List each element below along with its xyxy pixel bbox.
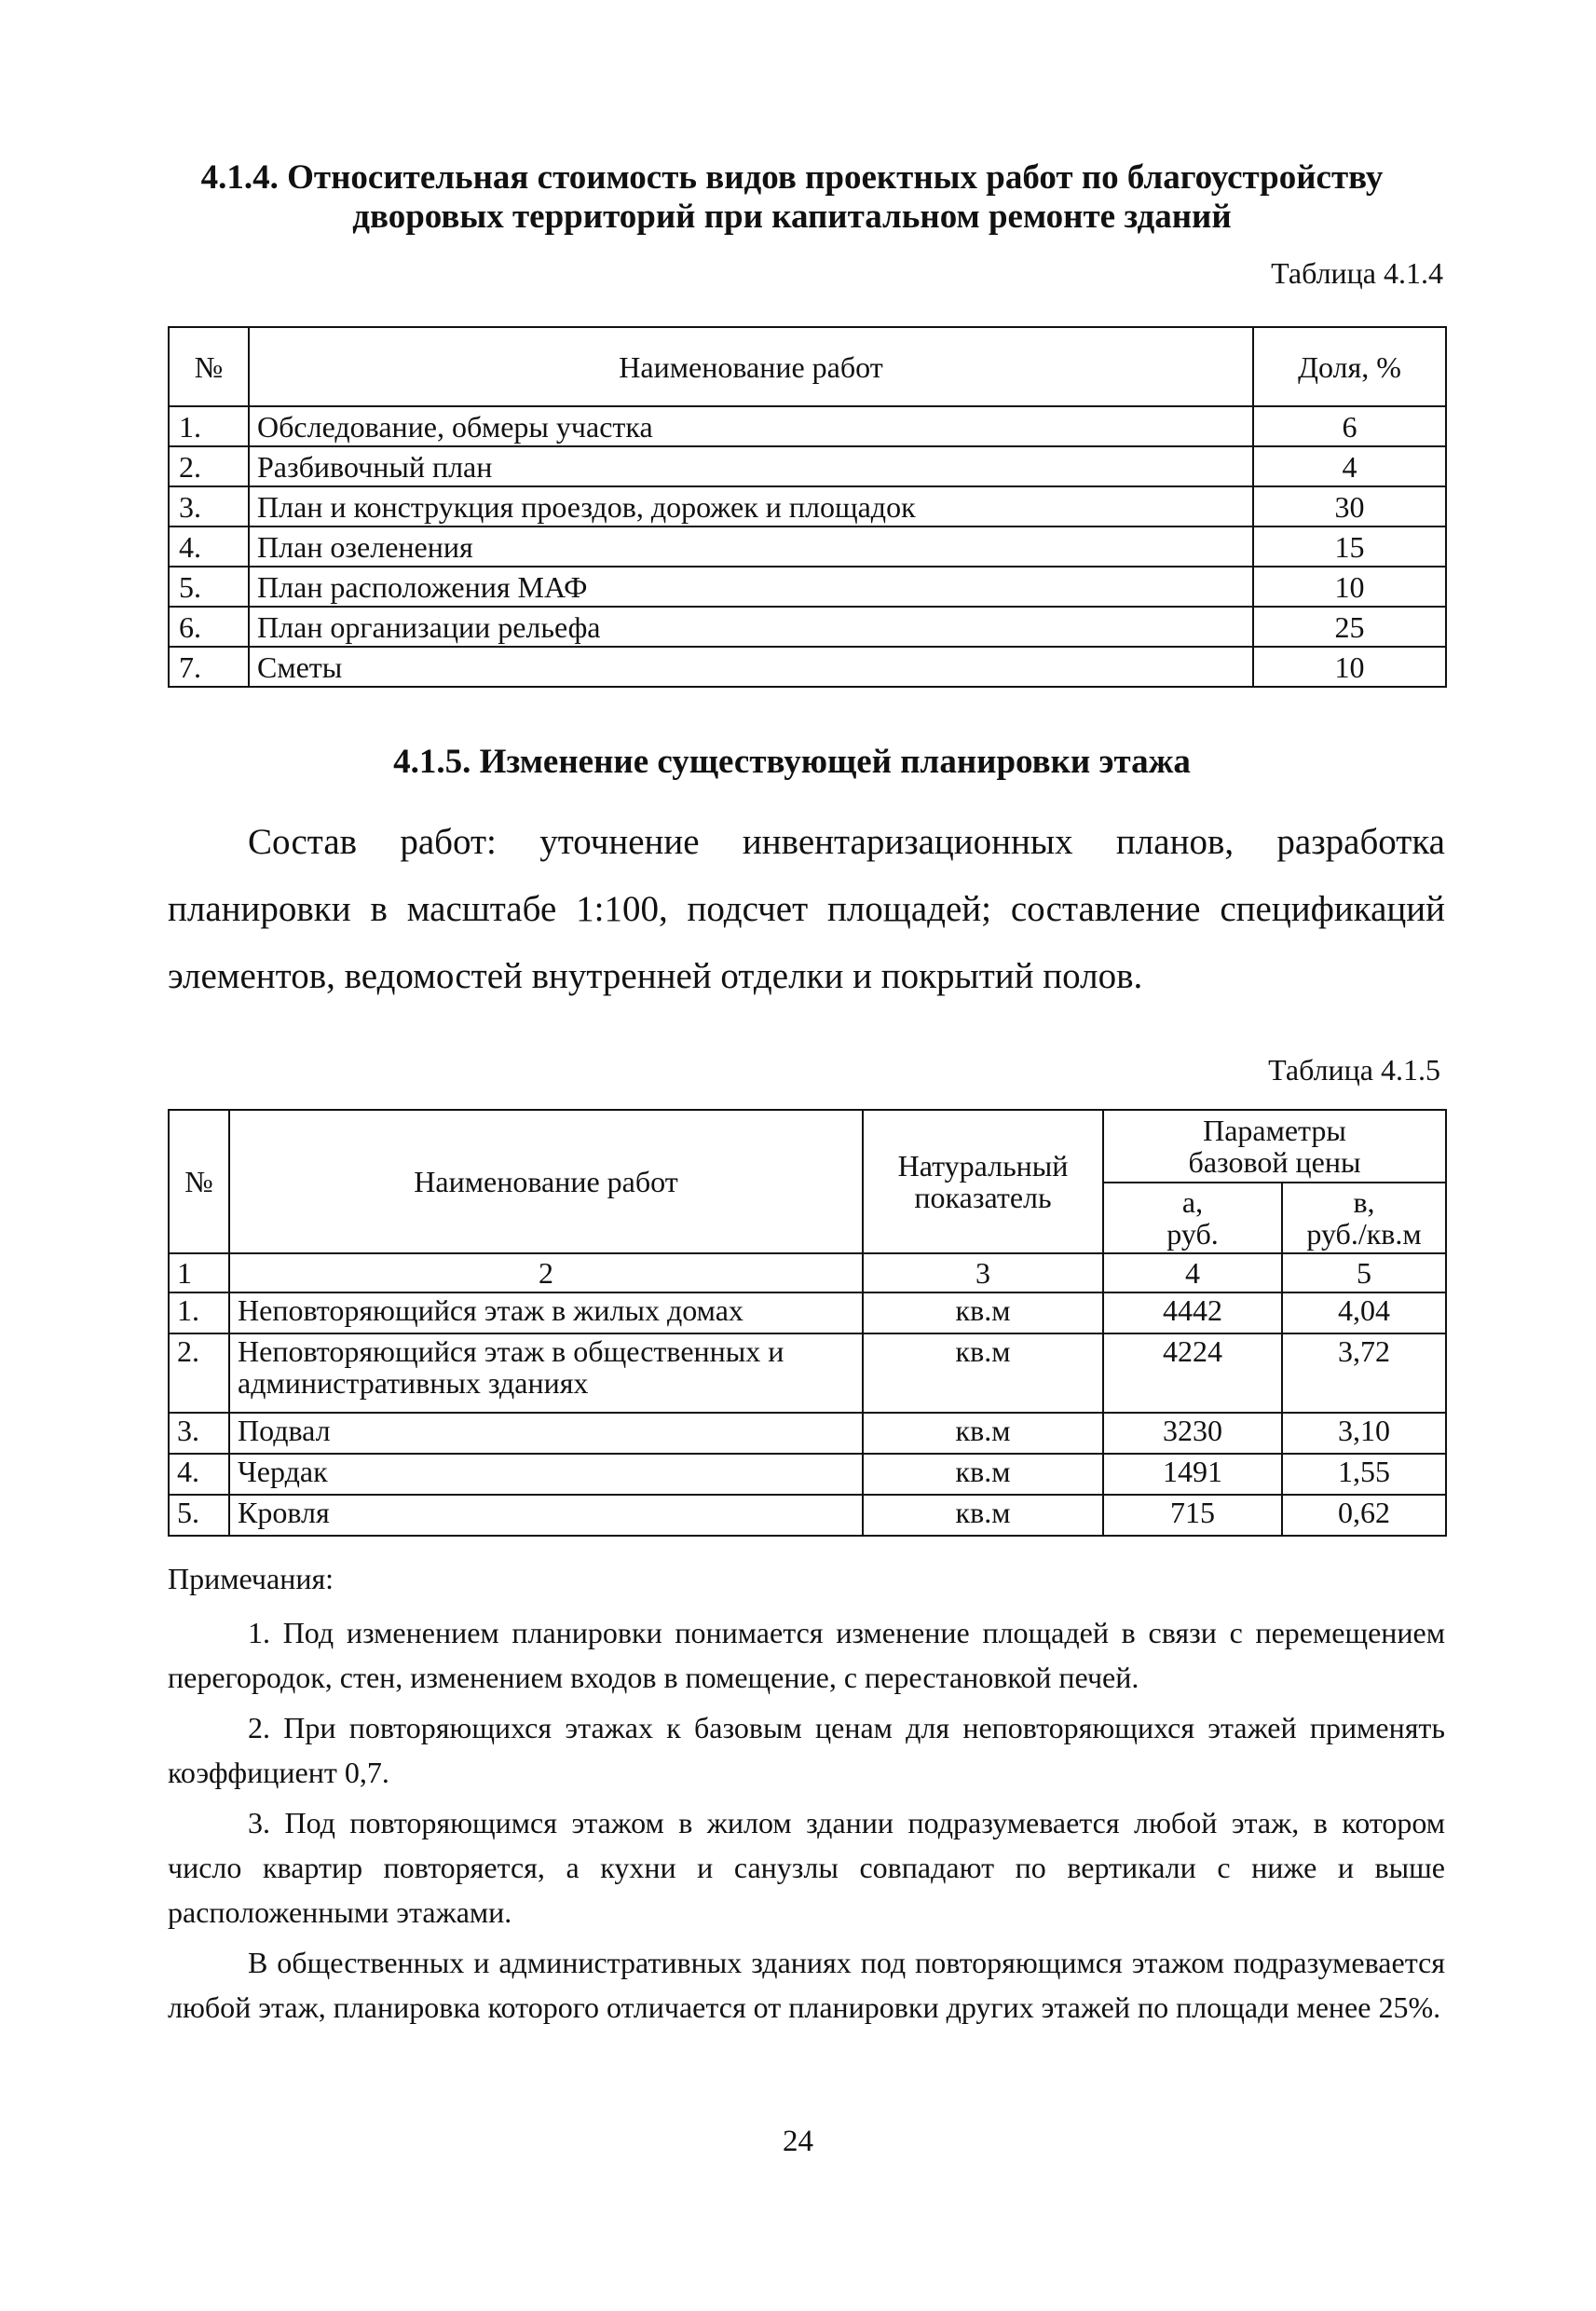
header-share: Доля, % bbox=[1253, 327, 1446, 406]
row-name: Чердак bbox=[229, 1454, 863, 1495]
table-415-index-row bbox=[169, 1253, 1446, 1292]
row-name: Сметы bbox=[249, 647, 1253, 687]
row-unit: кв.м bbox=[863, 1454, 1103, 1495]
row-price-b: 3,10 bbox=[1282, 1413, 1446, 1454]
header-params-line2: базовой цены bbox=[1188, 1145, 1361, 1179]
row-price-b: 0,62 bbox=[1282, 1495, 1446, 1536]
section-414-title-line1: 4.1.4. Относительная стоимость видов проектных работ по благоустройству bbox=[200, 158, 1384, 197]
header-indicator-line1: Натуральный bbox=[897, 1149, 1069, 1183]
section-415-title: 4.1.5. Изменение существующей планировки этажа bbox=[393, 743, 1191, 781]
index-cell: 4 bbox=[1103, 1253, 1282, 1292]
table-414-header-row bbox=[169, 327, 1446, 406]
table-row bbox=[169, 406, 1446, 446]
header-params-line1: Параметры bbox=[1203, 1114, 1346, 1147]
table-row bbox=[169, 1333, 1446, 1413]
note-2: 2. При повторяющихся этажах к базовым ценам для неповторяющихся этажей применять коэффициент 0,7. bbox=[168, 1711, 1445, 1789]
row-price-a: 1491 bbox=[1103, 1454, 1282, 1495]
row-share: 4 bbox=[1253, 446, 1446, 486]
table-row bbox=[169, 446, 1446, 486]
row-price-a: 3230 bbox=[1103, 1413, 1282, 1454]
table-415-header-row-1 bbox=[169, 1110, 1446, 1183]
row-share: 10 bbox=[1253, 647, 1446, 687]
row-name: Неповторяющийся этаж в жилых домах bbox=[229, 1292, 863, 1333]
row-name: Разбивочный план bbox=[249, 446, 1253, 486]
header-num: № bbox=[169, 327, 249, 406]
row-name: План и конструкция проездов, дорожек и площадок bbox=[249, 486, 1253, 526]
section-414-title-line2: дворовых территорий при капитальном ремонте зданий bbox=[352, 198, 1232, 236]
section-415-intro: Состав работ: уточнение инвентаризационных планов, разработка планировки в масштабе 1:100, подсчет площадей; составление спецификаций элементов, ведомостей внутренней отделки и покрытий полов. bbox=[168, 822, 1445, 996]
table-row bbox=[169, 526, 1446, 567]
header-b-line2: руб./кв.м bbox=[1306, 1217, 1422, 1251]
header-b bbox=[1282, 1183, 1446, 1253]
header-a-line1: а, bbox=[1181, 1185, 1204, 1219]
table-row bbox=[169, 567, 1446, 607]
table-row bbox=[169, 1454, 1446, 1495]
row-name: План расположения МАФ bbox=[249, 567, 1253, 607]
table-415-label: Таблица 4.1.5 bbox=[1268, 1053, 1440, 1087]
row-price-a: 4442 bbox=[1103, 1292, 1282, 1333]
row-num: 3. bbox=[169, 1413, 229, 1454]
row-num: 1. bbox=[169, 1292, 229, 1333]
row-unit: кв.м bbox=[863, 1292, 1103, 1333]
notes-title: Примечания: bbox=[168, 1562, 334, 1595]
row-share: 6 bbox=[1253, 406, 1446, 446]
row-share: 15 bbox=[1253, 526, 1446, 567]
header-name: Наименование работ bbox=[249, 327, 1253, 406]
table-row bbox=[169, 1413, 1446, 1454]
row-share: 30 bbox=[1253, 486, 1446, 526]
row-num: 4. bbox=[169, 1454, 229, 1495]
section-414-title bbox=[140, 158, 1444, 237]
row-price-a: 4224 bbox=[1103, 1333, 1282, 1413]
header-indicator bbox=[863, 1110, 1103, 1253]
row-num: 5. bbox=[169, 1495, 229, 1536]
header-a-line2: руб. bbox=[1166, 1217, 1219, 1251]
index-cell: 1 bbox=[169, 1253, 229, 1292]
table-row bbox=[169, 1495, 1446, 1536]
header-params bbox=[1103, 1110, 1446, 1183]
row-num: 1. bbox=[169, 406, 249, 446]
table-414 bbox=[168, 326, 1447, 688]
row-share: 10 bbox=[1253, 567, 1446, 607]
row-price-b: 3,72 bbox=[1282, 1333, 1446, 1413]
table-414-label: Таблица 4.1.4 bbox=[1271, 256, 1443, 290]
page-number: 24 bbox=[783, 2125, 813, 2158]
index-cell: 5 bbox=[1282, 1253, 1446, 1292]
row-num: 7. bbox=[169, 647, 249, 687]
row-name: План озеленения bbox=[249, 526, 1253, 567]
index-cell: 3 bbox=[863, 1253, 1103, 1292]
table-row bbox=[169, 607, 1446, 647]
header-name: Наименование работ bbox=[229, 1110, 863, 1253]
table-row bbox=[169, 647, 1446, 687]
row-share: 25 bbox=[1253, 607, 1446, 647]
table-415 bbox=[168, 1109, 1447, 1537]
note-3: 3. Под повторяющимся этажом в жилом здании подразумевается любой этаж, в котором число квартир повторяется, а кухни и санузлы совпадают по вертикали с ниже и выше расположенными этажами. bbox=[168, 1806, 1445, 1929]
row-name: План организации рельефа bbox=[249, 607, 1253, 647]
index-cell: 2 bbox=[229, 1253, 863, 1292]
row-name: Кровля bbox=[229, 1495, 863, 1536]
header-a bbox=[1103, 1183, 1282, 1253]
row-price-b: 1,55 bbox=[1282, 1454, 1446, 1495]
row-name: Неповторяющийся этаж в общественных и административных зданиях bbox=[229, 1333, 863, 1413]
row-unit: кв.м bbox=[863, 1495, 1103, 1536]
row-price-b: 4,04 bbox=[1282, 1292, 1446, 1333]
row-num: 2. bbox=[169, 1333, 229, 1413]
row-name: Подвал bbox=[229, 1413, 863, 1454]
header-indicator-line2: показатель bbox=[914, 1181, 1052, 1214]
table-row bbox=[169, 1292, 1446, 1333]
header-b-line1: в, bbox=[1353, 1185, 1375, 1219]
row-num: 6. bbox=[169, 607, 249, 647]
row-num: 5. bbox=[169, 567, 249, 607]
row-unit: кв.м bbox=[863, 1413, 1103, 1454]
table-row bbox=[169, 486, 1446, 526]
row-num: 4. bbox=[169, 526, 249, 567]
note-4: В общественных и административных зданиях под повторяющимся этажом подразумевается любой этаж, планировка которого отличается от планировки других этажей по площади менее 25%. bbox=[168, 1946, 1445, 2024]
header-num: № bbox=[169, 1110, 229, 1253]
row-name: Обследование, обмеры участка bbox=[249, 406, 1253, 446]
row-num: 3. bbox=[169, 486, 249, 526]
row-unit: кв.м bbox=[863, 1333, 1103, 1413]
row-price-a: 715 bbox=[1103, 1495, 1282, 1536]
row-num: 2. bbox=[169, 446, 249, 486]
note-1: 1. Под изменением планировки понимается изменение площадей в связи с перемещением перегородок, стен, изменением входов в помещение, с перестановкой печей. bbox=[168, 1616, 1445, 1694]
